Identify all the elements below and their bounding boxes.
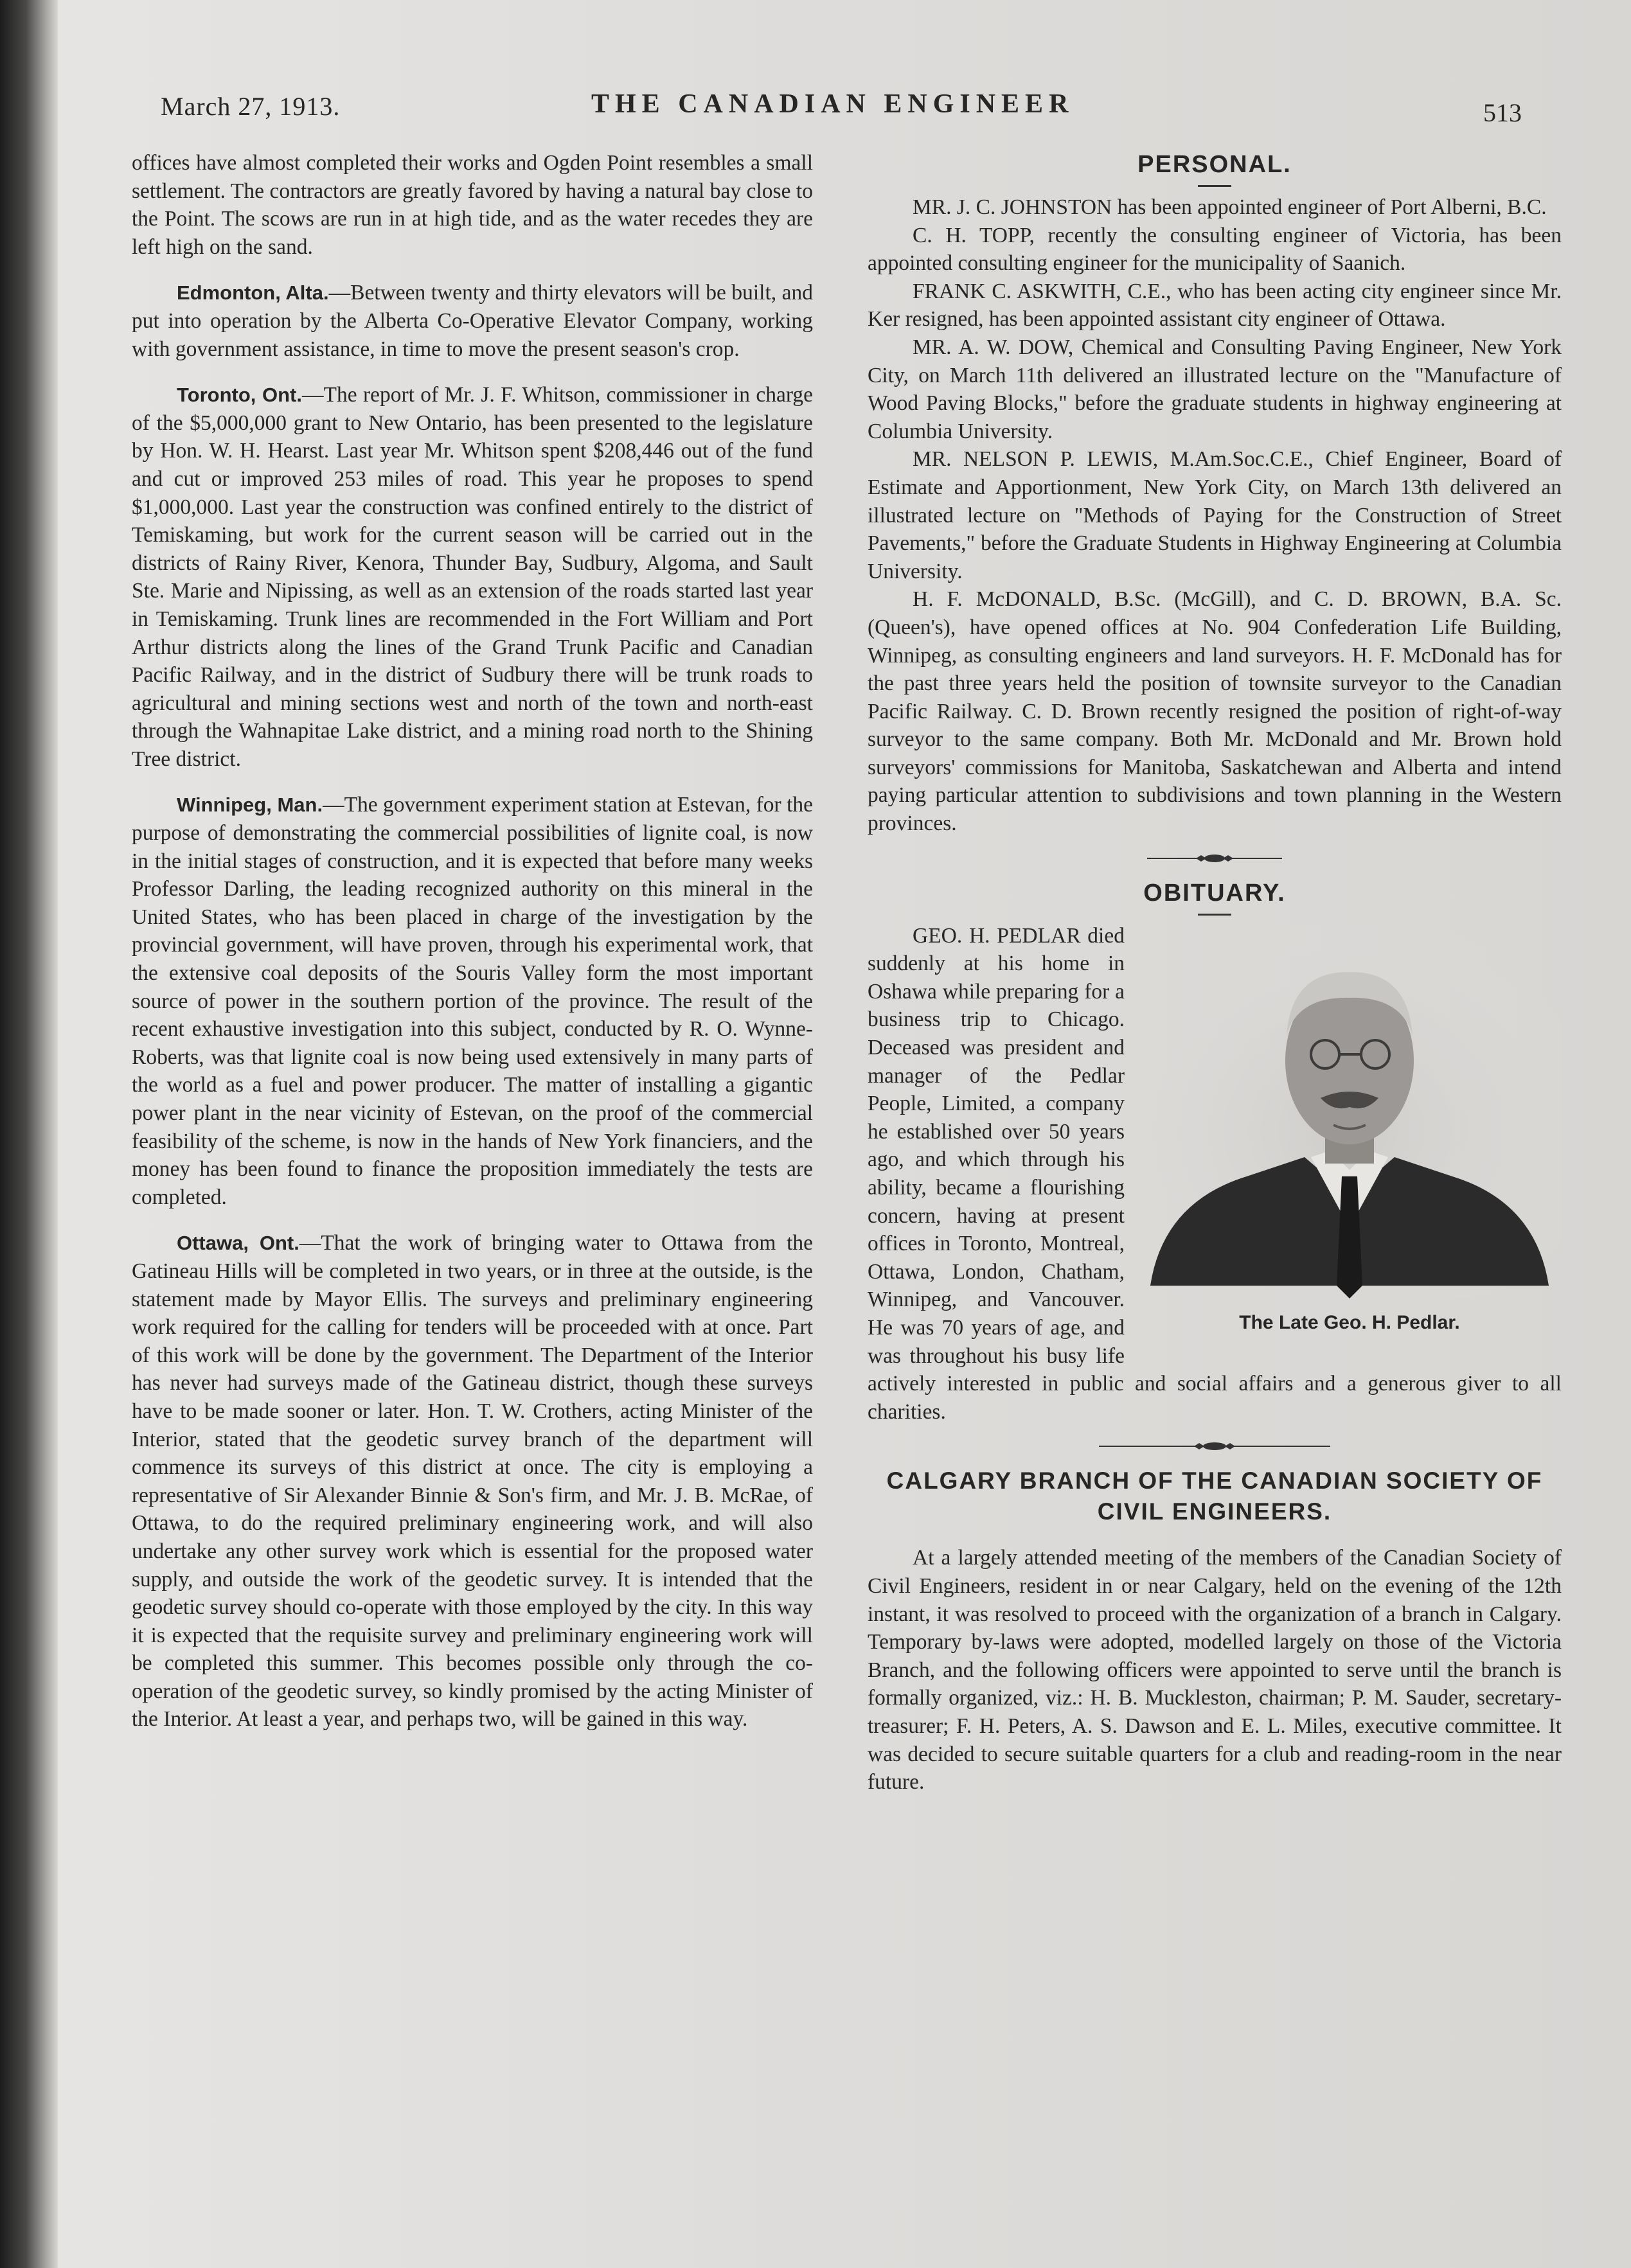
right-column <box>868 149 1562 1796</box>
obituary-text: GEO. H. PEDLAR died suddenly at his home in Oshawa while preparing for a business trip to Chicago. Deceased was president and manager of the Pedlar People, Limited, a company he established over 50 years ago, and which through his ability, became a flourishing concern, having at present offices in Toronto, Montreal, Ottawa, London, Chatham, Winnipeg, and Vancouver. He was 70 years of age, and was throughout his busy life actively interested in public and social affairs and a generous giver to all charities. <box>868 923 1562 1424</box>
news-item-winnipeg <box>132 791 813 1211</box>
news-text: —Between twenty and thirty elevators will be built, and put into operation by the Alberta Co-Operative Elevator Company, working with government assistance, in time to move the present season's crop. <box>132 281 813 361</box>
personal-paragraph: FRANK C. ASKWITH, C.E., who has been acting city engineer since Mr. Ker resigned, has been appointed assistant city engineer of Ottawa. <box>868 279 1562 332</box>
personal-paragraph: MR. NELSON P. LEWIS, M.Am.Soc.C.E., Chief Engineer, Board of Estimate and Apportionment, New York City, on March 13th delivered an illustrated lecture on "Methods of Paying for the Construction of Street Pavements," before the Graduate Students in Highway Engineering at Columbia University. <box>868 447 1562 583</box>
heading-rule <box>1198 914 1231 916</box>
news-item-ottawa <box>132 1229 813 1733</box>
left-column <box>132 149 813 1733</box>
page-number: 513 <box>1483 98 1522 127</box>
news-text: —That the work of bringing water to Ottawa from the Gatineau Hills will be completed in two years, or in three at the outside, is the statement made by Mayor Ellis. The surveys and preliminary engineering work required for the calling for tenders will be proceeded with at once. Part of this work will be done by the government. The Department of the Interior has never had surveys made of the Gatineau district, though these surveys have to be made sooner or later. Hon. T. W. Crothers, acting Minister of the Interior, stated that the geodetic survey branch of the department will commence its surveys of this district at once. The city is employing a representative of Sir Alexander Binnie & Son's firm, and Mr. J. B. McRae, of Ottawa, to do the required preliminary engineering work, and will also undertake any other survey work which is essential for the proposed water supply, and outside the work of the geodetic survey. It is intended that the geodetic survey should co-operate with those employed by the city. In this way it is expected that the requisite survey and preliminary engineering work will be completed this summer. This becomes possible only through the co-operation of the geodetic survey, so kindly promised by the acting Minister of the Interior. At least a year, and perhaps two, will be gained in this way. <box>132 1231 813 1732</box>
news-item-toronto <box>132 381 813 773</box>
calgary-heading: CALGARY BRANCH OF THE CANADIAN SOCIETY OF CIVIL ENGINEERS. <box>886 1467 1543 1525</box>
news-place: Edmonton, Alta. <box>177 281 329 305</box>
obituary-section <box>868 922 1562 1426</box>
section-ornament <box>868 853 1562 864</box>
news-place: Winnipeg, Man. <box>177 793 323 817</box>
calgary-text: At a largely attended meeting of the members of the Canadian Society of Civil Engineers, resident in or near Calgary, held on the evening of the 12th instant, it was resolved to proceed with the organization of a branch in Calgary. Temporary by-laws were adopted, modelled largely on those of the Victoria Branch, and the following officers were appointed to serve until the branch is formally organized, viz.: H. B. Muckleston, chairman; P. M. Sauder, secretary-treasurer; F. H. Peters, A. S. Dawson and E. L. Miles, executive committee. It was decided to secure suitable quarters for a club and reading-room in the near future. <box>868 1546 1562 1794</box>
continued-paragraph: offices have almost completed their works and Ogden Point resembles a small settlement. The contractors are greatly favored by having a natural bay close to the Point. The scows are run in at high tide, and as the water recedes they are left high on the sand. <box>132 151 813 259</box>
page-header <box>161 84 1535 128</box>
journal-title: THE CANADIAN ENGINEER <box>591 89 1074 119</box>
personal-heading: PERSONAL. <box>1137 151 1292 178</box>
issue-date: March 27, 1913. <box>161 92 341 121</box>
news-item-edmonton <box>132 279 813 363</box>
news-place: Ottawa, Ont. <box>177 1232 299 1255</box>
binding-gutter <box>0 0 58 2268</box>
personal-paragraph: H. F. McDONALD, B.Sc. (McGill), and C. D. BROWN, B.A. Sc. (Queen's), have opened offices at No. 904 Confederation Life Building, Winnipeg, as consulting engineers and land surveyors. H. F. McDonald has for the past three years held the position of townsite surveyor to the Canadian Pacific Railway. C. D. Brown recently resigned the position of right-of-way surveyor to the same company. Both Mr. McDonald and Mr. Brown hold surveyors' commissions for Manitoba, Saskatchewan and Alberta and intend paying particular attention to subdivisions and town planning in the Western provinces. <box>868 587 1562 836</box>
news-place: Toronto, Ont. <box>177 384 302 407</box>
news-text: —The report of Mr. J. F. Whitson, commissioner in charge of the $5,000,000 grant to New Ontario, has been presented to the legislature by Hon. W. H. Hearst. Last year Mr. Whitson spent $208,446 out of the fund and cut or improved 253 miles of road. This year he proposes to spend $1,000,000. Last year the construction was confined entirely to the district of Temiskaming, but work for the current season will be carried out in the districts of Rainy River, Kenora, Thunder Bay, Sudbury, Algoma, and Sault Ste. Marie and Nipissing, as well as an extension of the roads started last year in Temiskaming. Trunk lines are recommended in the Fort William and Port Arthur districts along the lines of the Grand Trunk Pacific and Canadian Pacific Railway, and in the district of Sudbury there will be trunk roads to agricultural and mining sections west and north of the town and north-east through the Wahnapitae Lake district, and a mining road north to the Shining Tree district. <box>132 383 813 771</box>
photo-caption: The Late Geo. H. Pedlar. <box>1239 1312 1460 1334</box>
section-ornament <box>868 1441 1562 1451</box>
news-text: —The government experiment station at Estevan, for the purpose of demonstrating the commercial possibilities of lignite coal, is now in the initial stages of construction, and it is expected that before many weeks Professor Darling, the leading recognized authority on this mineral in the United States, who has been placed in charge of the investigation by the provincial government, will have proven, through his experimental work, that the extensive coal deposits of the Souris Valley form the most important source of power in the southern portion of the province. The result of the recent exhaustive investigation into this subject, conducted by R. O. Wynne-Roberts, was that lignite coal is now being used extensively in many parts of the world as a fuel and power producer. The matter of installing a gigantic power plant in the near vicinity of Estevan, on the proof of the commercial feasibility of the scheme, is now in the hands of New York financiers, and the money has been found to finance the proposition immediately the tests are completed. <box>132 793 813 1209</box>
portrait-photo <box>1137 926 1562 1337</box>
personal-paragraph: MR. J. C. JOHNSTON has been appointed engineer of Port Alberni, B.C. <box>913 195 1547 219</box>
personal-paragraph: C. H. TOPP, recently the consulting engineer of Victoria, has been appointed consulting engineer for the municipality of Saanich. <box>868 223 1562 276</box>
personal-paragraph: MR. A. W. DOW, Chemical and Consulting Paving Engineer, New York City, on March 11th delivered an illustrated lecture on the "Manufacture of Wood Paving Blocks," before the graduate students in highway engineering at Columbia University. <box>868 335 1562 443</box>
obituary-heading: OBITUARY. <box>1143 879 1286 907</box>
heading-rule <box>1198 185 1231 187</box>
